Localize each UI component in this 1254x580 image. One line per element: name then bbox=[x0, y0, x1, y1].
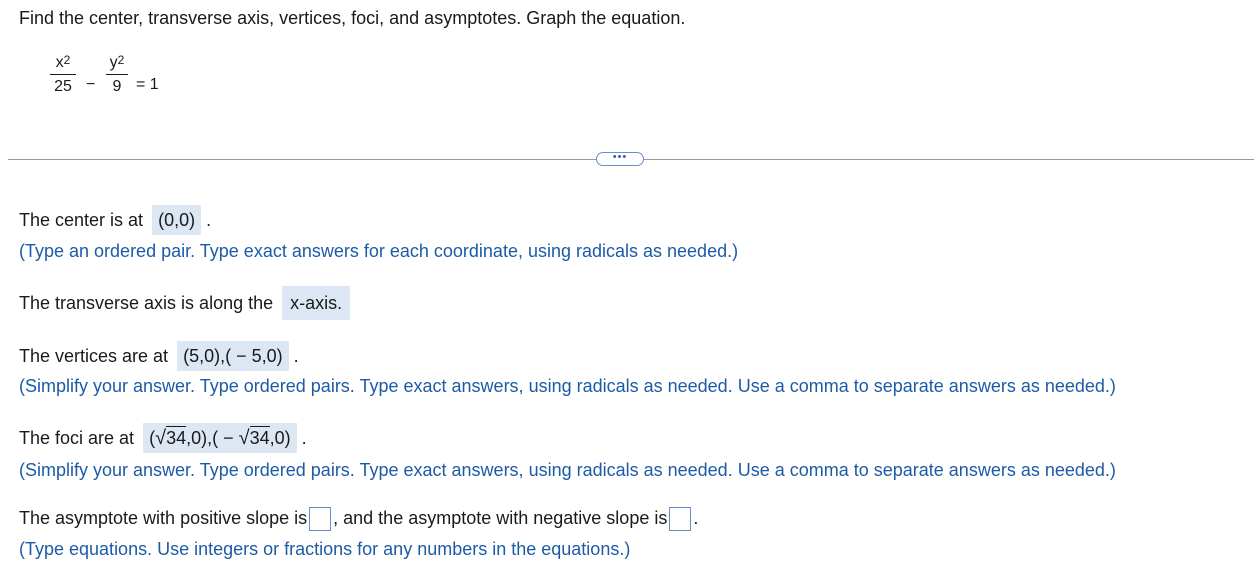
equals-one: = 1 bbox=[136, 76, 159, 93]
x-exponent: 2 bbox=[63, 53, 71, 67]
vertices-period: . bbox=[293, 346, 299, 366]
foci-line bbox=[19, 423, 307, 453]
fraction-y2-over-9 bbox=[106, 54, 128, 96]
transverse-label: The transverse axis is along the bbox=[19, 293, 274, 313]
center-answer[interactable]: (0,0) bbox=[152, 205, 201, 235]
radicand-34: 34 bbox=[249, 428, 270, 448]
center-period: . bbox=[206, 210, 212, 230]
center-line bbox=[19, 205, 211, 235]
x-variable: x bbox=[55, 54, 64, 71]
vertices-line bbox=[19, 341, 299, 371]
transverse-line bbox=[19, 286, 350, 320]
asymptote-period: . bbox=[693, 508, 699, 528]
transverse-answer[interactable]: x-axis. bbox=[282, 286, 350, 320]
more-options-button[interactable]: ••• bbox=[596, 152, 644, 166]
foci-hint: (Simplify your answer. Type ordered pairs. Type exact answers, using radicals as needed. Use a comma to separate answers as needed.) bbox=[19, 460, 1116, 480]
vertices-answer[interactable]: (5,0),( − 5,0) bbox=[177, 341, 289, 371]
asymptote-negative-label: , and the asymptote with negative slope is bbox=[333, 508, 668, 528]
sqrt-34-first: √34 bbox=[155, 427, 187, 449]
denominator-25: 25 bbox=[54, 78, 72, 95]
vertices-hint: (Simplify your answer. Type ordered pairs. Type exact answers, using radicals as needed. Use a comma to separate answers as needed.) bbox=[19, 376, 1116, 396]
asymptote-line bbox=[19, 506, 698, 531]
center-label: The center is at bbox=[19, 210, 144, 230]
radicand-34: 34 bbox=[166, 428, 187, 448]
sqrt-34-second: √34 bbox=[238, 427, 270, 449]
foci-answer[interactable] bbox=[143, 423, 297, 453]
y-exponent: 2 bbox=[117, 53, 125, 67]
foci-label: The foci are at bbox=[19, 428, 135, 448]
minus-sign: − bbox=[86, 76, 96, 93]
fraction-x2-over-25 bbox=[50, 54, 76, 96]
question-text: Find the center, transverse axis, vertices, foci, and asymptotes. Graph the equation. bbox=[19, 8, 686, 28]
center-hint: (Type an ordered pair. Type exact answers for each coordinate, using radicals as needed.) bbox=[19, 241, 739, 261]
denominator-9: 9 bbox=[112, 78, 122, 95]
asymptote-positive-label: The asymptote with positive slope is bbox=[19, 508, 308, 528]
vertices-label: The vertices are at bbox=[19, 346, 169, 366]
foci-period: . bbox=[301, 428, 307, 448]
asymptote-hint: (Type equations. Use integers or fractions for any numbers in the equations.) bbox=[19, 539, 631, 559]
negative-slope-input[interactable] bbox=[669, 507, 691, 531]
foci-close-paren: ,0) bbox=[269, 428, 291, 448]
y-variable: y bbox=[109, 54, 118, 71]
foci-separator: ,0),( − bbox=[186, 428, 239, 448]
foci-open-paren: ( bbox=[149, 428, 156, 448]
positive-slope-input[interactable] bbox=[309, 507, 331, 531]
